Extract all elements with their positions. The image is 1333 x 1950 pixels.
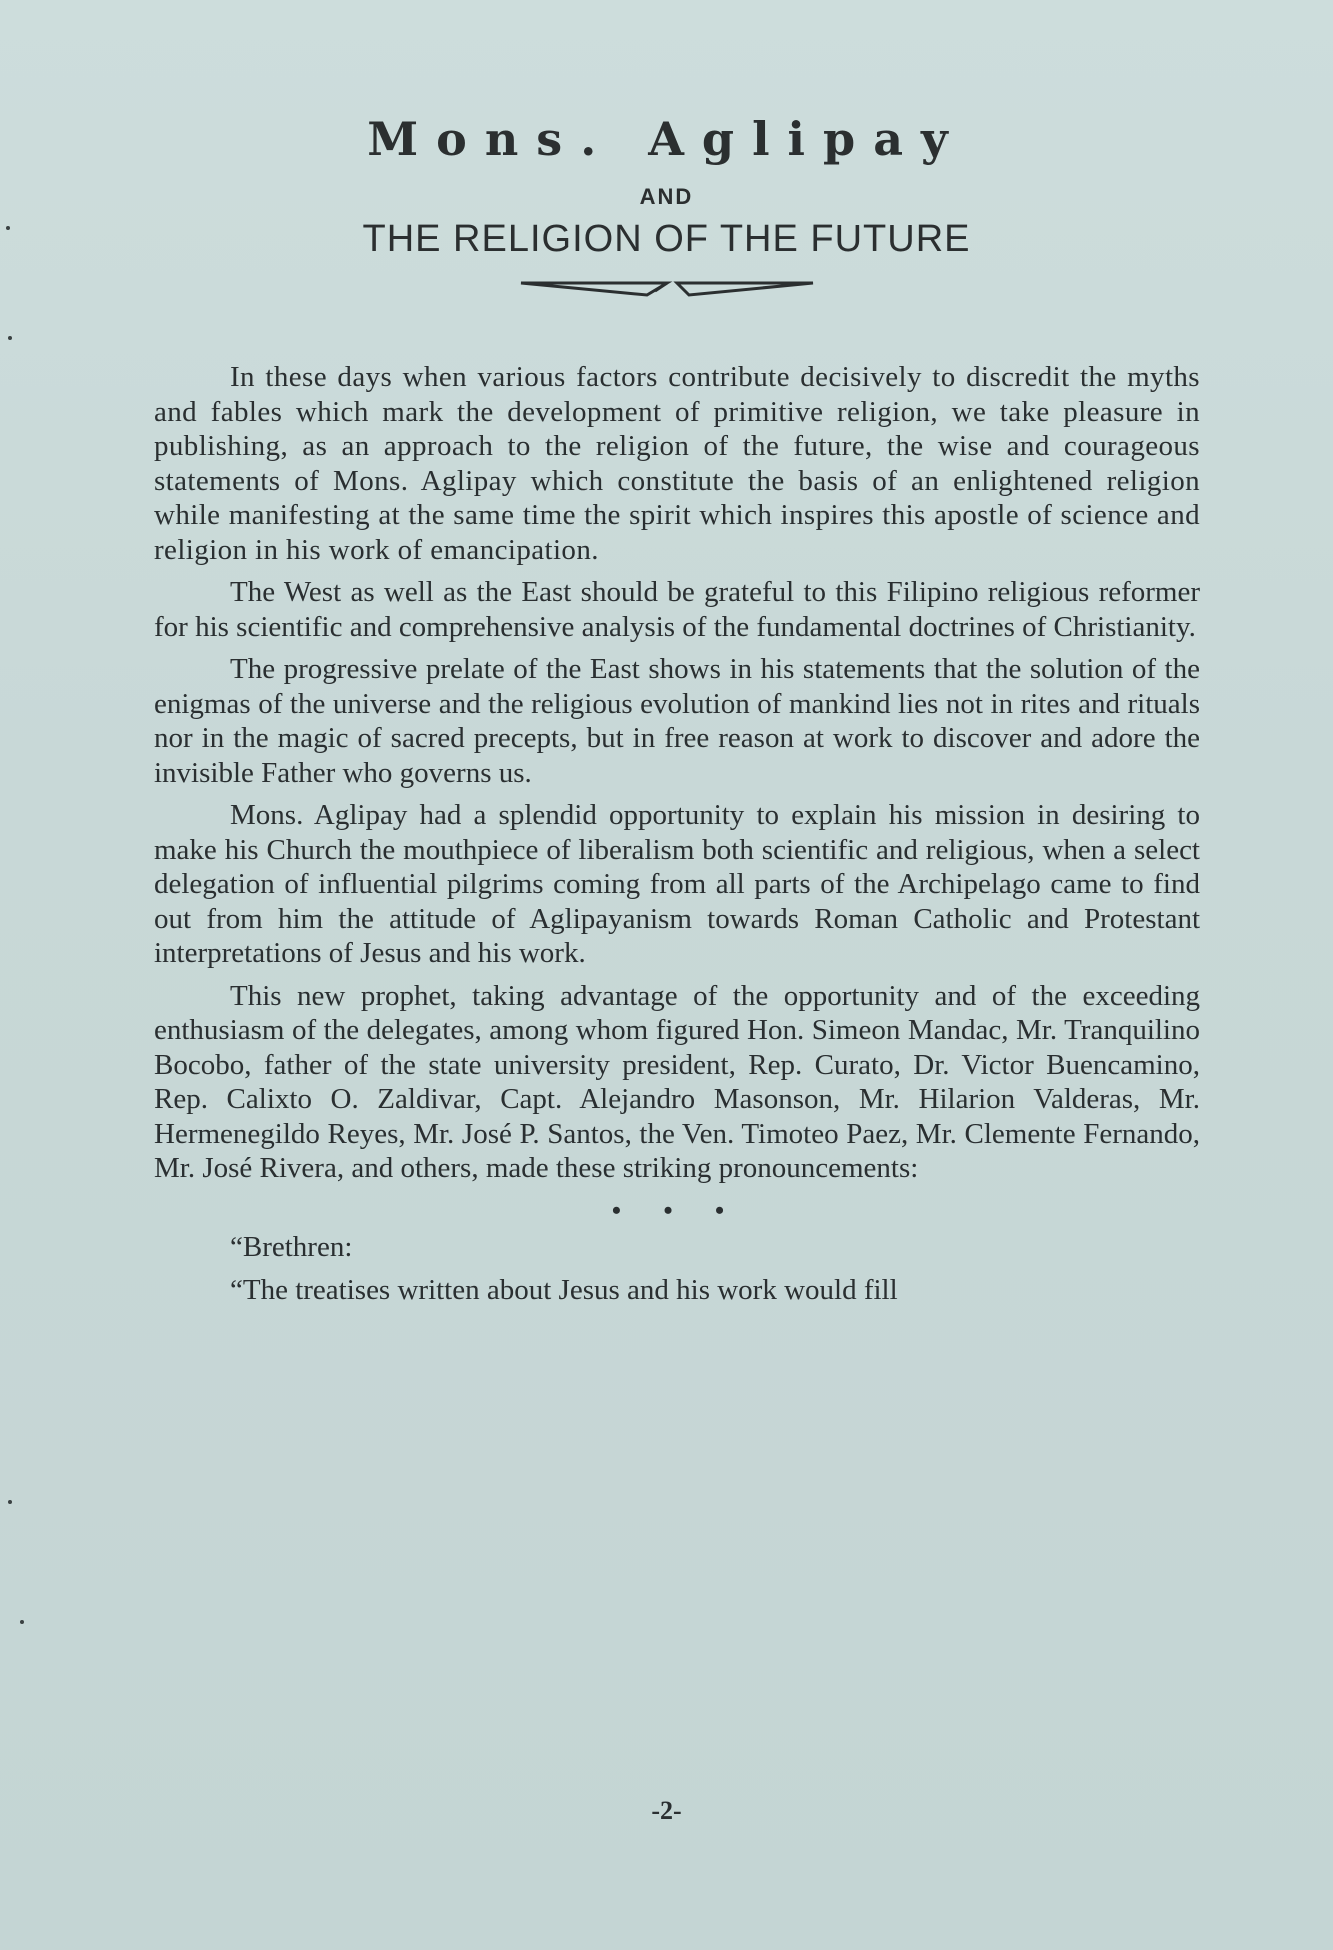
speech-opening-line: “The treatises written about Jesus and his work would fill: [230, 1273, 898, 1306]
section-separator: • • •: [611, 1195, 743, 1225]
paragraph-gratitude: The West as well as the East should be grateful to this Filipino religious reformer for his scientific and comprehensive analysis of the fundamental doctrines of Christianity.: [154, 576, 1200, 643]
paragraph-prelate: The progressive prelate of the East shows in his statements that the solution of the enigmas of the universe and the religious evolution of mankind lies not in rites and rituals nor in the magic of sacred precepts, but in free reason at work to discover and adore the invisible Father who governs us.: [154, 653, 1200, 789]
title-conjunction: AND: [639, 184, 694, 209]
page-number: -2-: [651, 1796, 682, 1825]
paper-speck: [8, 1500, 12, 1504]
article-subtitle: THE RELIGION OF THE FUTURE: [362, 218, 971, 260]
paragraph-intro: In these days when various factors contribute decisively to discredit the myths and fables which mark the development of primitive religion, we take pleasure in publishing, as an approach to the religion of the future, the wise and courageous statements of Mons. Aglipay which constitute the basis of an enlightened religion while manifesting at the same time the spirit which inspires this apostle of science and religion in his work of emancipation.: [154, 361, 1200, 566]
ornament-divider-icon: [517, 275, 817, 297]
paragraph-opportunity: Mons. Aglipay had a splendid opportunity to explain his mission in desiring to make his Church the mouthpiece of liberalism both scientific and religious, when a select delegation of influential pilgrims coming from all parts of the Archipelago came to find out from him the attitude of Aglipayanism towards Roman Catholic and Protestant interpretations of Jesus and his work.: [154, 799, 1200, 969]
paper-speck: [8, 336, 12, 340]
paper-speck: [20, 1620, 24, 1624]
article-header: [0, 112, 1333, 297]
speech-greeting: “Brethren:: [230, 1231, 353, 1263]
article-body: [154, 360, 1200, 1315]
article-title: Mons. Aglipay: [367, 112, 966, 166]
paragraph-delegates: This new prophet, taking advantage of the opportunity and of the exceeding enthusiasm of the delegates, among whom figured Hon. Simeon Mandac, Mr. Tranquilino Bocobo, father of the state university president, Rep. Curato, Dr. Victor Buencamino, Rep. Calixto O. Zaldivar, Capt. Alejandro Masonson, Mr. Hilarion Valderas, Mr. Hermenegildo Reyes, Mr. José P. Santos, the Ven. Timoteo Paez, Mr. Clemente Fernando, Mr. José Rivera, and others, made these striking pronouncements:: [154, 979, 1200, 1184]
